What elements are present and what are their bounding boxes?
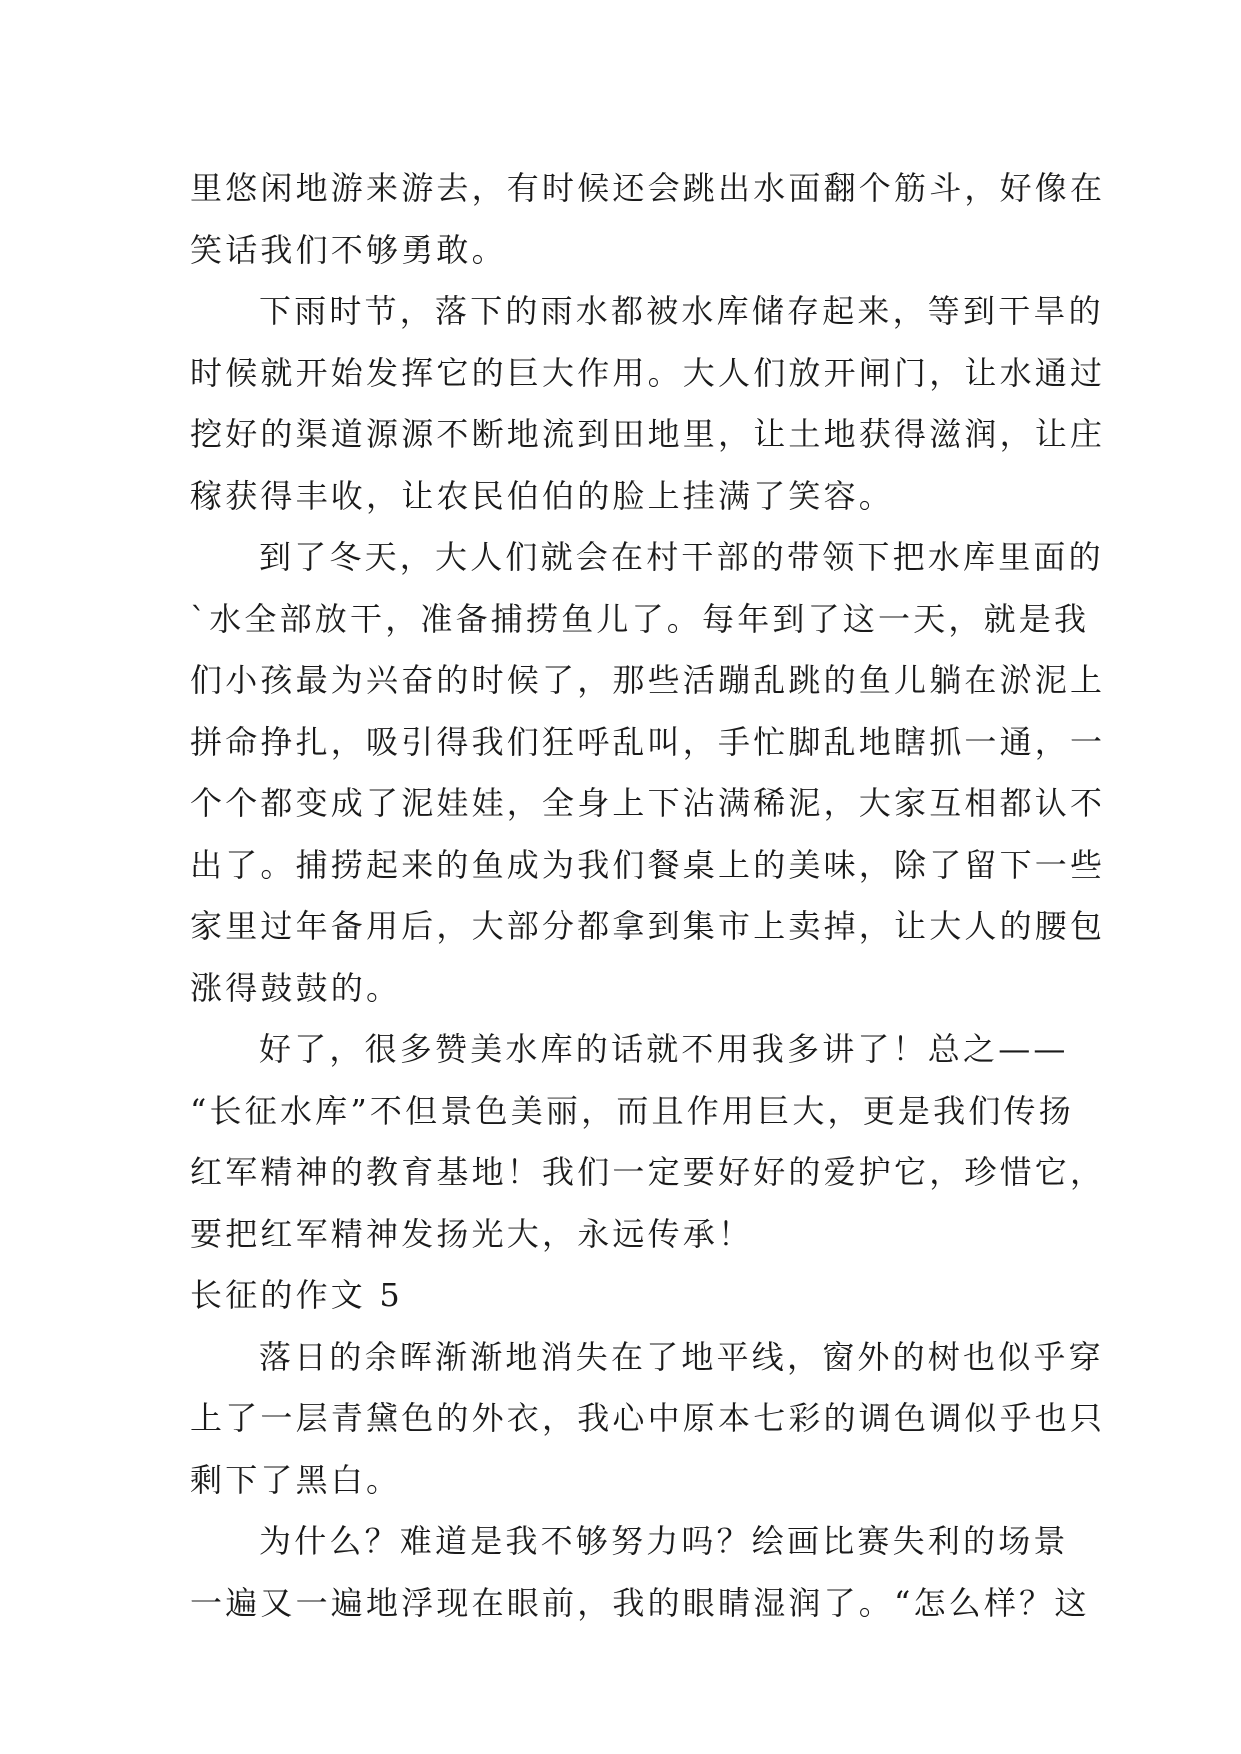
text-line: 出了。捕捞起来的鱼成为我们餐桌上的美味，除了留下一些 xyxy=(190,845,1106,884)
text-line: 笑话我们不够勇敢。 xyxy=(190,230,507,269)
text-line: 涨得鼓鼓的。 xyxy=(190,968,402,1007)
text-line: 好了，很多赞美水库的话就不用我多讲了！总之—— xyxy=(259,1030,1069,1068)
essay-text xyxy=(190,158,1106,1634)
text-line: `水全部放干，准备捕捞鱼儿了。每年到了这一天，就是我 xyxy=(190,599,1090,638)
text-line: 里悠闲地游来游去，有时候还会跳出水面翻个筋斗，好像在 xyxy=(190,169,1106,207)
text-line: 剩下了黑白。 xyxy=(190,1460,402,1499)
text-line: 为什么？难道是我不够努力吗？绘画比赛失利的场景 xyxy=(259,1522,1069,1560)
text-line: 家里过年备用后，大部分都拿到集市上卖掉，让大人的腰包 xyxy=(190,907,1106,945)
text-line: 到了冬天，大人们就会在村干部的带领下把水库里面的 xyxy=(259,538,1104,576)
text-line: 稼获得丰收，让农民伯伯的脸上挂满了笑容。 xyxy=(190,476,895,515)
text-line: 挖好的渠道源源不断地流到田地里，让土地获得滋润，让庄 xyxy=(190,415,1106,453)
section-heading: 长征的作文 5 xyxy=(190,1276,403,1314)
text-line: 要把红军精神发扬光大，永远传承！ xyxy=(190,1214,754,1253)
text-line: 个个都变成了泥娃娃，全身上下沾满稀泥，大家互相都认不 xyxy=(190,784,1106,822)
text-line: 上了一层青黛色的外衣，我心中原本七彩的调色调似乎也只 xyxy=(190,1399,1106,1437)
text-line: 时候就开始发挥它的巨大作用。大人们放开闸门，让水通过 xyxy=(190,353,1106,392)
text-line: 红军精神的教育基地！我们一定要好好的爱护它，珍惜它， xyxy=(190,1153,1106,1191)
text-line: 落日的余晖渐渐地消失在了地平线，窗外的树也似乎穿 xyxy=(259,1337,1104,1376)
text-line: 们小孩最为兴奋的时候了，那些活蹦乱跳的鱼儿躺在淤泥上 xyxy=(190,661,1106,699)
text-line: 下雨时节，落下的雨水都被水库储存起来，等到干旱的 xyxy=(259,292,1104,330)
text-line: 拼命挣扎，吸引得我们狂呼乱叫，手忙脚乱地瞎抓一通，一 xyxy=(190,722,1106,761)
text-line: 一遍又一遍地浮现在眼前，我的眼睛湿润了。“怎么样？这 xyxy=(190,1583,1090,1622)
text-line: “长征水库”不但景色美丽，而且作用巨大，更是我们传扬 xyxy=(190,1091,1074,1130)
